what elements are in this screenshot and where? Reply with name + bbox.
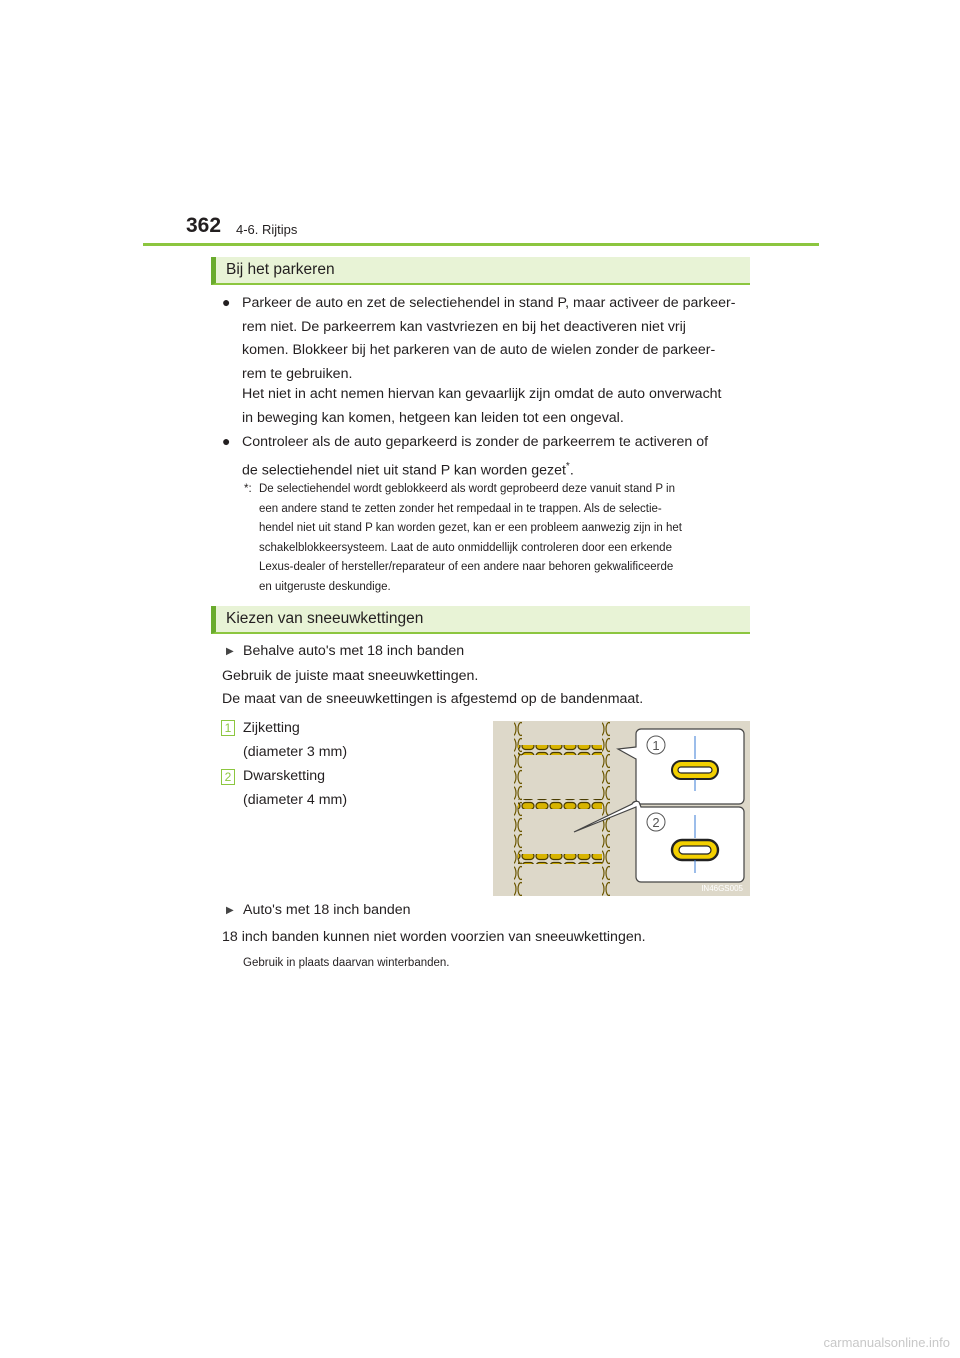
bullet-check-text: [242, 431, 745, 483]
side-chain-right: [602, 721, 610, 896]
text-line: (diameter 4 mm): [243, 791, 348, 808]
intro-line: De maat van de sneeuwkettingen is afgestemd op de bandenmaat.: [222, 691, 644, 707]
watermark: carmanualsonline.info: [823, 1335, 950, 1350]
text-line: Het niet in acht nemen hiervan kan gevaarlijk zijn omdat de auto onverwacht: [242, 386, 722, 402]
text-line: Dwarsketting: [243, 768, 326, 784]
footnote-marker: *:: [244, 483, 252, 495]
text-line: een andere stand te zetten zonder het rempedaal in te trappen. Als de selectie-: [259, 502, 662, 515]
text-line: rem te gebruiken.: [242, 365, 353, 382]
subheading-not-18inch: Behalve auto's met 18 inch banden: [243, 643, 465, 659]
text-line: de selectiehendel niet uit stand P kan worden gezet*.: [242, 460, 574, 479]
bullet-parking-note: [242, 383, 745, 430]
text-18inch: 18 inch banden kunnen niet worden voorzien van sneeuwkettingen.: [222, 929, 646, 945]
text-line: (diameter 3 mm): [243, 743, 348, 760]
section-header-chains: [211, 606, 750, 634]
bullet-parking-text: [242, 292, 745, 386]
callout-label-2: 2: [652, 815, 660, 830]
cross-chain: [518, 745, 602, 755]
item-side-chain: [243, 717, 347, 764]
text-line: Parkeer de auto en zet de selectiehendel in stand P, maar activeer de parkeer-: [242, 295, 736, 311]
section-title: Kiezen van sneeuwkettingen: [226, 610, 424, 627]
text-line: Lexus-dealer of hersteller/reparateur of een andere naar behoren gekwalificeerde: [259, 561, 674, 573]
text-line: en uitgeruste deskundige.: [259, 580, 391, 593]
number-2-icon: 2: [221, 769, 235, 785]
triangle-bullet-icon: ▶: [226, 646, 234, 657]
text-line: schakelblokkeersysteem. Laat de auto onmiddellijk controleren door een erkende: [259, 541, 672, 554]
text-line: rem niet. De parkeerrem kan vastvriezen en bij het deactiveren niet vrij: [242, 318, 686, 335]
bullet-icon: ●: [222, 294, 231, 310]
footnote-text: [259, 480, 745, 597]
cross-chain: [518, 799, 602, 809]
intro-line: Gebruik de juiste maat sneeuwkettingen.: [222, 668, 479, 684]
small-note: Gebruik in plaats daarvan winterbanden.: [243, 957, 450, 969]
section-header-parking: [211, 257, 750, 285]
text-line: Controleer als de auto geparkeerd is zonder de parkeerrem te activeren of: [242, 434, 709, 450]
figure-code: IN46GS005: [701, 884, 743, 893]
asterisk: *: [565, 460, 570, 472]
text-line: hendel niet uit stand P kan worden gezet, kan er een probleem aanwezig zijn in het: [259, 522, 683, 534]
triangle-bullet-icon: ▶: [226, 905, 234, 916]
section-title: Bij het parkeren: [226, 261, 335, 278]
item-cross-chain: [243, 765, 347, 812]
text-line: komen. Blokkeer bij het parkeren van de auto de wielen zonder de parkeer-: [242, 342, 716, 358]
text-line: in beweging kan komen, hetgeen kan leiden tot een ongeval.: [242, 409, 624, 426]
number-1-icon: 1: [221, 720, 235, 736]
callout-label-1: 1: [652, 738, 660, 753]
cross-chain: [518, 854, 602, 864]
bullet-icon: ●: [222, 433, 231, 449]
subheading-18inch: Auto's met 18 inch banden: [243, 902, 411, 918]
text-line: Zijketting: [243, 720, 300, 736]
chapter-title: 4-6. Rijtips: [236, 222, 298, 237]
snow-chain-illustration: [493, 721, 750, 896]
header-divider: [143, 243, 819, 246]
text-line: De selectiehendel wordt geblokkeerd als wordt geprobeerd deze vanuit stand P in: [259, 483, 675, 495]
page-number: 362: [186, 214, 222, 237]
